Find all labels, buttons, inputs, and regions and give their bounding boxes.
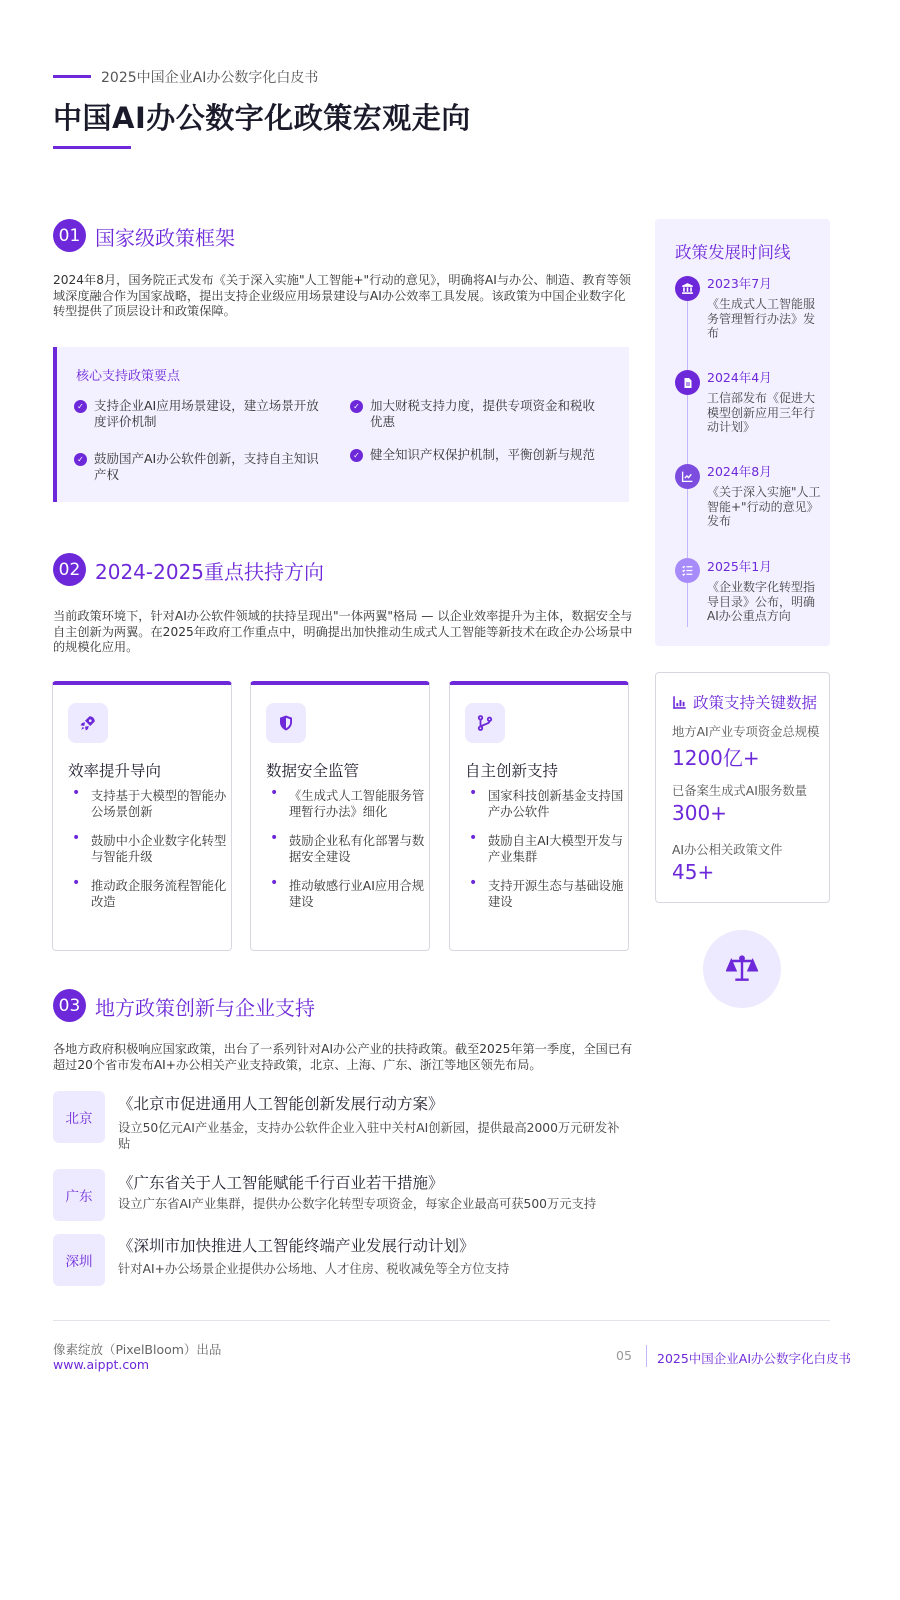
- chart-line-icon: [675, 464, 700, 489]
- list-item: • 推动敏感行业AI应用合规建设: [266, 879, 426, 910]
- city-badge-beijing: 北京: [53, 1091, 105, 1143]
- timeline-text: 工信部发布《促进大模型创新应用三年行动计划》: [707, 391, 816, 434]
- direction-card-innovation: [449, 681, 629, 951]
- list-item: • 鼓励企业私有化部署与数据安全建设: [266, 834, 426, 865]
- code-branch-icon: [465, 703, 505, 743]
- section3-paragraph: 各地方政府积极响应国家政策，出台了一系列针对AI办公产业的扶持政策。截至2025年第一季度，全国已有超过20个省市发布AI+办公相关产业支持政策，北京、上海、广东、浙江等地区领先布局。: [53, 1042, 633, 1072]
- timeline-text: 《关于深入实施"人工智能+"行动的意见》发布: [707, 485, 821, 528]
- rocket-icon: [68, 703, 108, 743]
- page-title: 中国AI办公数字化政策宏观走向: [53, 101, 471, 135]
- core-policy-heading: 核心支持政策要点: [76, 369, 181, 384]
- card-list: [465, 789, 625, 924]
- core-policy-item: ✓ 鼓励国产AI办公软件创新，支持自主知识产权: [74, 451, 324, 482]
- policy-timeline: [655, 219, 830, 646]
- timeline-date: 2024年4月: [707, 370, 772, 385]
- check-circle-icon: ✓: [74, 400, 87, 413]
- check-circle-icon: ✓: [74, 453, 87, 466]
- core-policy-item: ✓ 支持企业AI应用场景建设，建立场景开放度评价机制: [74, 398, 324, 429]
- list-item: • 鼓励自主AI大模型开发与产业集群: [465, 834, 625, 865]
- list-item: • 《生成式人工智能服务管理暂行办法》细化: [266, 789, 426, 820]
- section2-paragraph: 当前政策环境下，针对AI办公软件领域的扶持呈现出"一体两翼"格局 — 以企业效率提升为主体，数据安全与自主创新为两翼。在2025年政府工作重点中，明确提出加快推动生成式人工智能等新技术在政企办公场景中的规模化应用。: [53, 609, 633, 655]
- section-title-local: 地方政策创新与企业支持: [95, 996, 315, 1020]
- stat-value: 45+: [672, 860, 715, 884]
- policy-doc-desc: 设立广东省AI产业集群，提供办公数字化转型专项资金，每家企业最高可获500万元支持: [118, 1197, 597, 1211]
- list-item: • 支持开源生态与基础设施建设: [465, 879, 625, 910]
- policy-doc-desc: 针对AI+办公场景企业提供办公场地、人才住房、税收减免等全方位支持: [118, 1262, 510, 1276]
- document-icon: [675, 370, 700, 395]
- stats-title: 政策支持关键数据: [672, 691, 817, 713]
- kicker-line: [53, 75, 91, 78]
- list-check-icon: [675, 558, 700, 583]
- stat-value: 1200亿+: [672, 746, 760, 770]
- balance-scale-icon: [703, 930, 781, 1008]
- timeline-date: 2023年7月: [707, 276, 772, 291]
- policy-stats-box: [655, 672, 830, 903]
- section-title-national: 国家级政策框架: [95, 226, 235, 250]
- landmark-icon: [675, 276, 700, 301]
- city-badge-shenzhen: 深圳: [53, 1234, 105, 1286]
- timeline-text: 《生成式人工智能服务管理暂行办法》发布: [707, 297, 816, 340]
- section-number-01: 01: [53, 219, 86, 252]
- section-number-03: 03: [53, 989, 86, 1022]
- section-title-support: 2024-2025重点扶持方向: [95, 560, 325, 584]
- timeline-text: 《企业数字化转型指导目录》公布，明确AI办公重点方向: [707, 580, 816, 623]
- core-policy-box: [53, 347, 629, 502]
- check-circle-icon: ✓: [350, 400, 363, 413]
- card-list: [68, 789, 228, 924]
- page-number: 05: [616, 1348, 632, 1363]
- title-underline: [53, 146, 131, 149]
- timeline-title: 政策发展时间线: [675, 243, 791, 262]
- core-policy-item: ✓ 健全知识产权保护机制，平衡创新与规范: [350, 447, 600, 463]
- footer-brand: 像素绽放（PixelBloom）出品: [53, 1342, 222, 1357]
- stat-label: AI办公相关政策文件: [672, 843, 783, 857]
- card-list: [266, 789, 426, 924]
- city-badge-guangdong: 广东: [53, 1169, 105, 1221]
- section-number-02: 02: [53, 553, 86, 586]
- timeline-date: 2025年1月: [707, 559, 772, 574]
- stat-label: 已备案生成式AI服务数量: [672, 784, 808, 798]
- policy-doc-title: 《深圳市加快推进人工智能终端产业发展行动计划》: [118, 1237, 475, 1255]
- direction-card-efficiency: [52, 681, 232, 951]
- shield-icon: [266, 703, 306, 743]
- footer-divider: [53, 1320, 830, 1321]
- list-item: • 支持基于大模型的智能办公场景创新: [68, 789, 228, 820]
- footer-url-link[interactable]: www.aippt.com: [53, 1357, 150, 1372]
- card-title: 自主创新支持: [465, 762, 559, 780]
- card-title: 数据安全监管: [266, 762, 360, 780]
- policy-doc-title: 《北京市促进通用人工智能创新发展行动方案》: [118, 1095, 444, 1113]
- list-item: • 国家科技创新基金支持国产办公软件: [465, 789, 625, 820]
- section1-paragraph: 2024年8月，国务院正式发布《关于深入实施"人工智能+"行动的意见》，明确将AI与办公、制造、教育等领域深度融合作为国家战略，提出支持企业级应用场景建设与AI办公效率工具发展。该政策为中国企业数字化转型提供了顶层设计和政策保障。: [53, 273, 631, 319]
- stat-value: 300+: [672, 801, 727, 825]
- footer-book-title: 2025中国企业AI办公数字化白皮书: [657, 1351, 852, 1366]
- direction-card-security: [250, 681, 430, 951]
- stat-label: 地方AI产业专项资金总规模: [672, 725, 820, 739]
- bar-chart-icon: [672, 695, 687, 710]
- core-policy-item: ✓ 加大财税支持力度，提供专项资金和税收优惠: [350, 398, 600, 429]
- list-item: • 推动政企服务流程智能化改造: [68, 879, 228, 910]
- policy-doc-title: 《广东省关于人工智能赋能千行百业若干措施》: [118, 1174, 444, 1192]
- header-kicker: 2025中国企业AI办公数字化白皮书: [101, 70, 319, 86]
- card-title: 效率提升导向: [68, 762, 162, 780]
- timeline-date: 2024年8月: [707, 464, 772, 479]
- list-item: • 鼓励中小企业数字化转型与智能升级: [68, 834, 228, 865]
- check-circle-icon: ✓: [350, 449, 363, 462]
- policy-doc-desc: 设立50亿元AI产业基金，支持办公软件企业入驻中关村AI创新园，提供最高2000万元研发补贴: [118, 1121, 620, 1151]
- footer-separator: [646, 1345, 647, 1367]
